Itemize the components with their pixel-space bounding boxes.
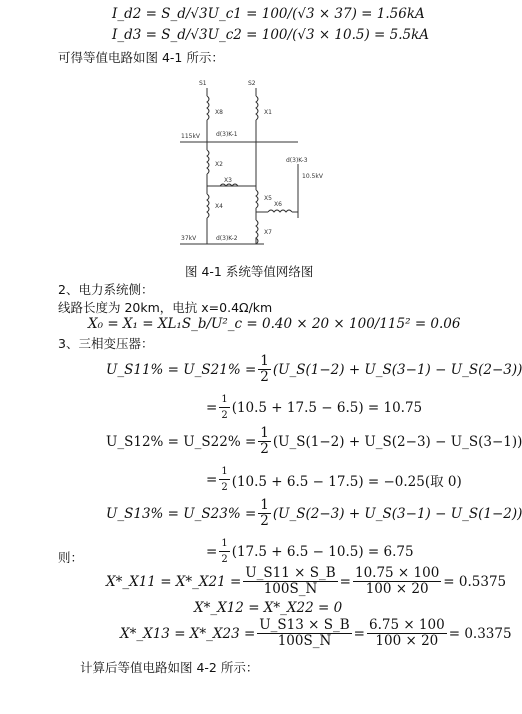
x12-equation: X*_X12 = X*_X22 = 0 (194, 600, 343, 616)
us12-equation: U_S12% = U_S22% = $\frac{1}{2}$ (U_S(1−2) + U_S(2−3) − U_S(3−1)) (106, 425, 522, 457)
k1-label: d(3)K-1 (216, 131, 238, 138)
x2-label: X2 (215, 161, 223, 168)
s2-label: S2 (248, 80, 256, 87)
x1-label: X1 (264, 109, 272, 116)
x7-label: X7 (264, 229, 272, 236)
bus115-label: 115kV (181, 133, 201, 140)
x0-equation: X₀ = X₁ = XL₁S_b/U²_c = 0.40 × 20 × 100/115² = 0.06 (88, 316, 461, 332)
x2-coil (207, 150, 209, 174)
x5-label: X5 (264, 195, 272, 202)
section-2-heading: 2、电力系统侧： (58, 282, 154, 297)
s1-label: S1 (199, 80, 207, 87)
figure-caption: 图 4-1 系统等值网络图 (185, 264, 314, 279)
outro-text: 计算后等值电路如图 4-2 所示： (80, 660, 259, 675)
us12-result: = $\frac{1}{2}$ (10.5 + 6.5 − 17.5) = −0.25(取 0) (206, 466, 462, 493)
equivalent-circuit-diagram (160, 74, 330, 260)
x8-coil (207, 96, 209, 120)
us13-result: = $\frac{1}{2}$ (17.5 + 6.5 − 10.5) = 6.75 (206, 538, 414, 565)
x3-label: X3 (224, 177, 232, 184)
line-info: 线路长度为 20km，电抗 x=0.4Ω/km (58, 300, 273, 315)
then-label: 则： (58, 550, 84, 565)
x4-coil (207, 194, 209, 218)
us11-result: = $\frac{1}{2}$ (10.5 + 17.5 − 6.5) = 10.75 (206, 394, 423, 421)
us13-equation: U_S13% = U_S23% = $\frac{1}{2}$ (U_S(2−3) + U_S(3−1) − U_S(1−2)) (106, 497, 522, 529)
bus10-label: 10.5kV (302, 173, 323, 180)
x1-coil (256, 96, 258, 120)
id2-equation: I_d2 = S_d/√3U_c1 = 100/(√3 × 37) = 1.56kA (112, 6, 425, 22)
x5-coil (256, 190, 258, 208)
section-3-heading: 3、三相变压器： (58, 336, 154, 351)
x6-coil (268, 210, 292, 212)
x8-label: X8 (215, 109, 223, 116)
x13-equation: X*_X13 = X*_X23 = $\frac{U\_S13 \times S\_B}{100S\_N}$ = $\frac{6.75 \times 100}{100 \times 20}$ = 0.3375 (120, 617, 512, 649)
bus37-label: 37kV (181, 235, 197, 242)
us11-equation: U_S11% = U_S21% = $\frac{1}{2}$ (U_S(1−2) + U_S(3−1) − U_S(2−3)) (106, 353, 522, 385)
x11-equation: X*_X11 = X*_X21 = $\frac{U\_S11 \times S\_B}{100S\_N}$ = $\frac{10.75 \times 100}{100 \times 20}$ = 0.5375 (106, 565, 507, 597)
intro-circuit-text: 可得等值电路如图 4-1 所示： (58, 50, 224, 65)
id3-equation: I_d3 = S_d/√3U_c2 = 100/(√3 × 10.5) = 5.5kA (112, 27, 430, 43)
k3-label: d(3)K-3 (286, 157, 308, 164)
k2-label: d(3)K-2 (216, 235, 238, 242)
x4-label: X4 (215, 203, 223, 210)
x6-label: X6 (274, 201, 282, 208)
